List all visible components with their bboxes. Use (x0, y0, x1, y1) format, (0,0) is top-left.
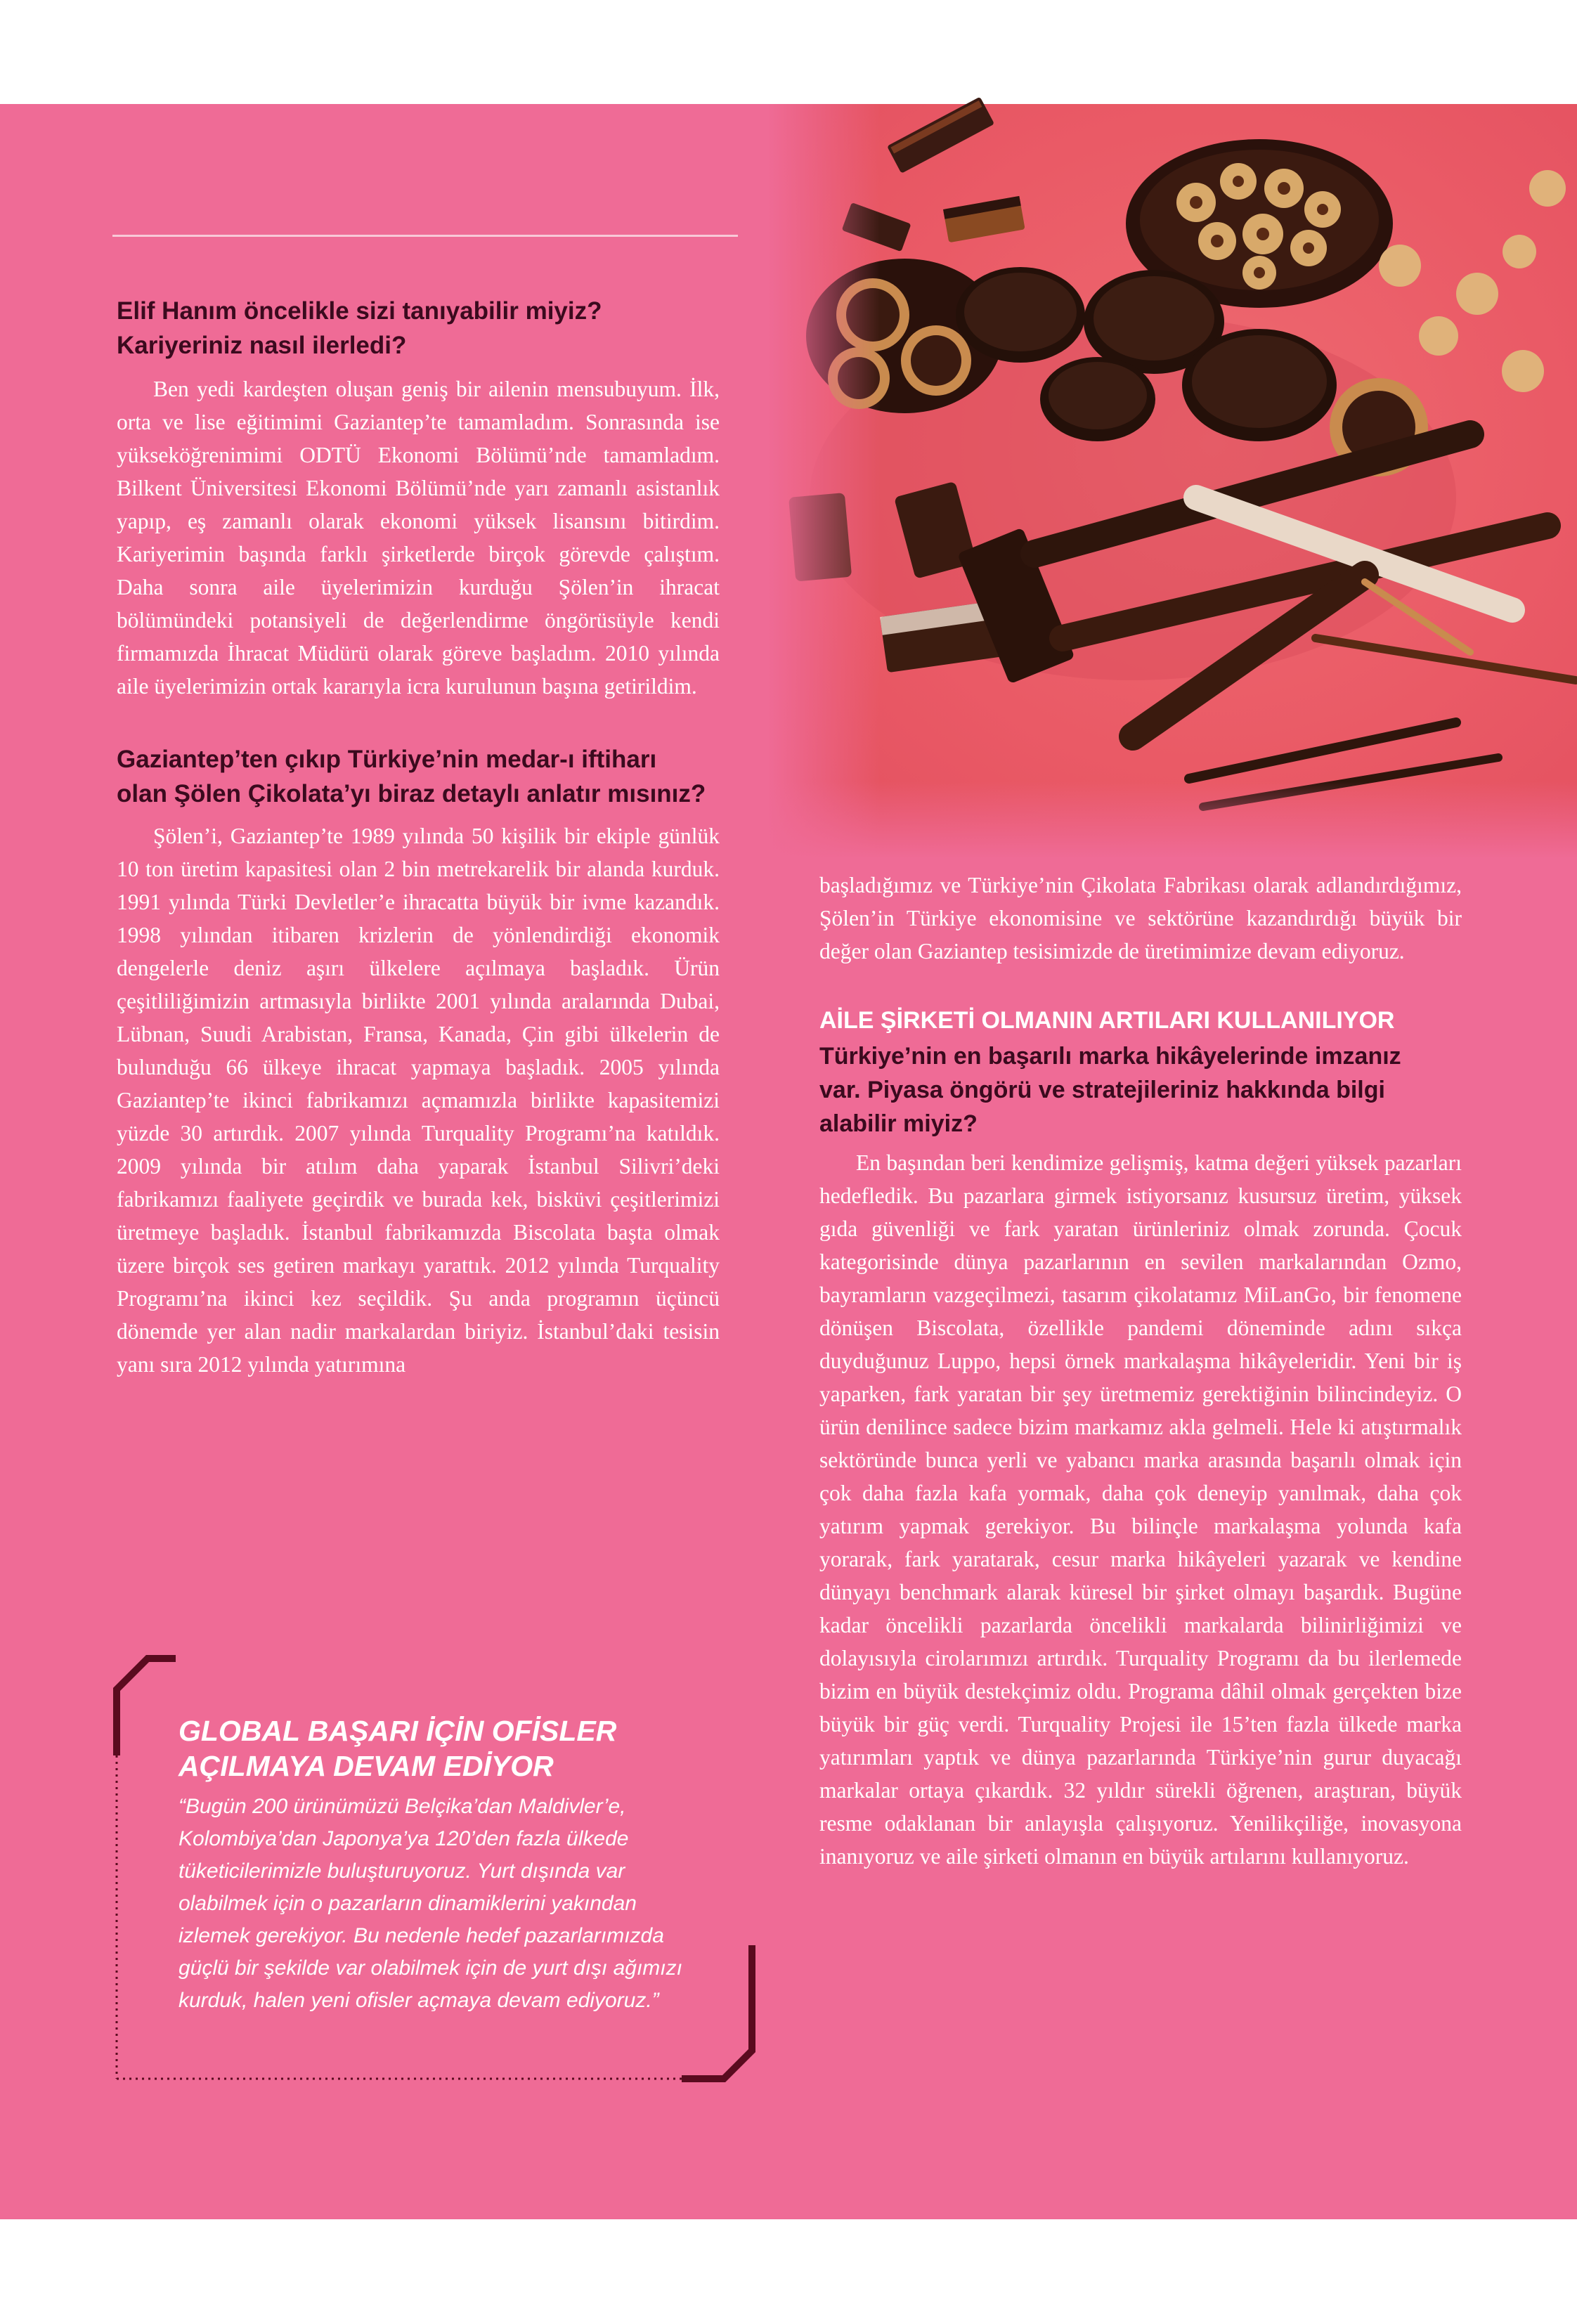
question-2 (117, 742, 720, 811)
photo-fade-bottom (767, 781, 1577, 859)
photo-fade-left (767, 104, 880, 859)
question-1-line-1: Elif Hanım öncelikle sizi tanıyabilir miyiz? (117, 297, 602, 325)
section-title: AİLE ŞİRKETİ OLMANIN ARTILARI KULLANILIYOR (819, 1007, 1395, 1034)
page-background (0, 104, 1577, 2273)
page-number: 99 (1481, 2247, 1505, 2273)
question-3 (819, 1039, 1462, 1141)
footer-issue-date: MAYIS 2022 (1332, 2251, 1438, 2272)
question-3-line-2: var. Piyasa öngörü ve stratejileriniz hakkında bilgi (819, 1077, 1385, 1103)
answer-2-continued: başladığımız ve Türkiye’nin Çikolata Fabrikası olarak adlandırdığımız, Şölen’in Türkiye ekonomisine ve sektörüne kazandırdığı büyük bir değer olan Gaziantep tesisimizde de üretimimize devam ediyoruz. (819, 873, 1462, 963)
answer-2: Şölen’i, Gaziantep’te 1989 yılında 50 kişilik bir ekiple günlük 10 ton üretim kapasitesi olan 2 bin metrekarelik bir alanda kurduk. 1991 yılında Türki Devletler’e ihracatta büyük bir ivme kazandık. 1998 yılından itibaren krizlerin de yönlendirdiği ekonomik dengelerle deniz aşırı ülkelere açılmaya başladık. Ürün çeşitliliğimizin artmasıyla birlikte 2001 yılında aralarında Dubai, Lübnan, Suudi Arabistan, Fransa, Kanada, Çin gibi ülkelerin de bulunduğu 66 ülkeye ihracat yapmaya başladık. 2005 yılında Gaziantep’te ikinci fabrikamızı açmamızla birlikte kapasitemizi yüzde 30 artırdık. 2007 yılında Turquality Programı’na katıldık. 2009 yılında bir atılım daha yaparak İstanbul Silivri’deki fabrikamızı faaliyete geçirdik ve burada kek, bisküvi çeşitlerimizi üretmeye başladık. İstanbul fabrikamızda Biscolata başta olmak üzere birçok ses getiren markayı yarattık. 2012 yılında Turquality Programı’na ikinci kez seçildik. Şu anda programın üçüncü dönemde yer alan nadir markalardan biriyiz. İstanbul’daki tesisin yanı sıra 2012 yılında yatırımına (117, 824, 720, 1377)
question-2-line-2: olan Şölen Çikolata’yı biraz detaylı anlatır mısınız? (117, 780, 706, 807)
callout-title-line-1: GLOBAL BAŞARI İÇİN OFİSLER (179, 1715, 617, 1747)
question-3-line-3: alabilir miyiz? (819, 1110, 978, 1137)
question-1-line-2: Kariyeriniz nasıl ilerledi? (117, 332, 407, 359)
callout-title-line-2: AÇILMAYA DEVAM EDİYOR (179, 1750, 554, 1782)
answer-3: En başından beri kendimize gelişmiş, katma değeri yüksek pazarları hedefledik. Bu pazarlara girmek istiyorsanız kusursuz üretim, yüksek gıda güvenliği ve fark yaratan ürünleriniz olmak zorunda. Çocuk kategorisinde dünya pazarlarının en sevilen markalarından Ozmo, bayramların vazgeçilmezi, tasarım çikolatamız MiLanGo, bir fenomene dönüşen Biscolata, özellikle pandemi döneminde adını sıkça duyduğunuz Luppo, hepsi örnek markalaşma hikâyeleridir. Yeni bir iş yaparken, fark yaratan bir şey üretmemiz gerektiğinin bilincindeyiz. O ürün denilince sadece bizim markamız akla gelmeli. Hele ki atıştırmalık sektöründe bunca yerli ve yabancı marka arasında başarılı olmak için çok daha fazla kafa yormak, daha çok deneyip yanılmak, daha çok yatırım yapmak gerekiyor. Bu bilinçle markalaşma yolunda kafa yorarak, fark yaratarak, cesur marka hikâyeleri yazarak ve kendine dünyayı benchmark alarak küresel bir şirket olmayı başardık. Bugüne kadar öncelikli pazarlarda öncelikli markalarda bilinirliğimizi ve dolayısıyla cirolarımızı artırdık. Turquality Programı da bu ilerlemede bizim en büyük destekçimiz oldu. Programa dâhil olmak gerçekten bize büyük bir güç verdi. Turquality Projesi ile 15’ten fazla ülkede marka yatırımları yaptık ve dünya pazarlarında Türkiye’nin gurur duyacağı markalar ortaya çıkardık. 32 yıldır sürekli öğrenen, araştıran, büyük resme odaklanan bir anlayışla çalışıyoruz. Yenilikçiliğe, inovasyona inanıyoruz ve aile şirketi olmanın en büyük artılarını kullanıyoruz. (819, 1150, 1462, 1869)
right-column (819, 869, 1462, 1873)
callout-box (179, 1713, 713, 2017)
header-rule (112, 235, 738, 237)
left-column (117, 294, 720, 1381)
question-3-line-1: Türkiye’nin en başarılı marka hikâyelerinde imzanız (819, 1043, 1401, 1070)
chocolate-illustration (767, 104, 1577, 859)
answer-1: Ben yedi kardeşten oluşan geniş bir ailenin mensubuyum. İlk, orta ve lise eğitimimi Gaziantep’te tamamladım. Sonrasında ise yükseköğrenimimi ODTÜ Ekonomi Bölümü’nde tamamladım. Bilkent Üniversitesi Ekonomi Bölümü’nde yarı zamanlı asistanlık yapıp, eş zamanlı olarak ekonomi yüksek lisansını bitirdim. Kariyerimin başında farklı şirketlerde birçok görevde çalıştım. Daha sonra aile üyelerimizin kurduğu Şölen’in ihracat bölümündeki potansiyeli de değerlendirme öngörüsüyle kendi firmamızda İhracat Müdürü olarak göreve başladım. 2010 yılında aile üyelerimizin ortak kararıyla icra kurulunun başına getirildim. (117, 377, 720, 699)
question-1 (117, 294, 720, 363)
chocolate-assortment-photo (767, 104, 1577, 859)
callout-quote: “Bugün 200 ürünümüzü Belçika’dan Maldivler’e, Kolombiya’dan Japonya’ya 120’den fazla ülkede tüketicilerimizle buluşturuyoruz. Yurt dışında var olabilmek için o pazarların dinamiklerini yakından izlemek gerekiyor. Bu nedenle hedef pazarlarımızda güçlü bir şekilde var olabilmek için de yurt dışı ağımızı kurduk, halen yeni ofisler açmaya devam ediyoruz.” (179, 1795, 682, 2012)
footer-divider (1459, 2245, 1462, 2284)
question-2-line-1: Gaziantep’ten çıkıp Türkiye’nin medar-ı iftiharı (117, 746, 657, 773)
callout-title (179, 1713, 713, 1784)
